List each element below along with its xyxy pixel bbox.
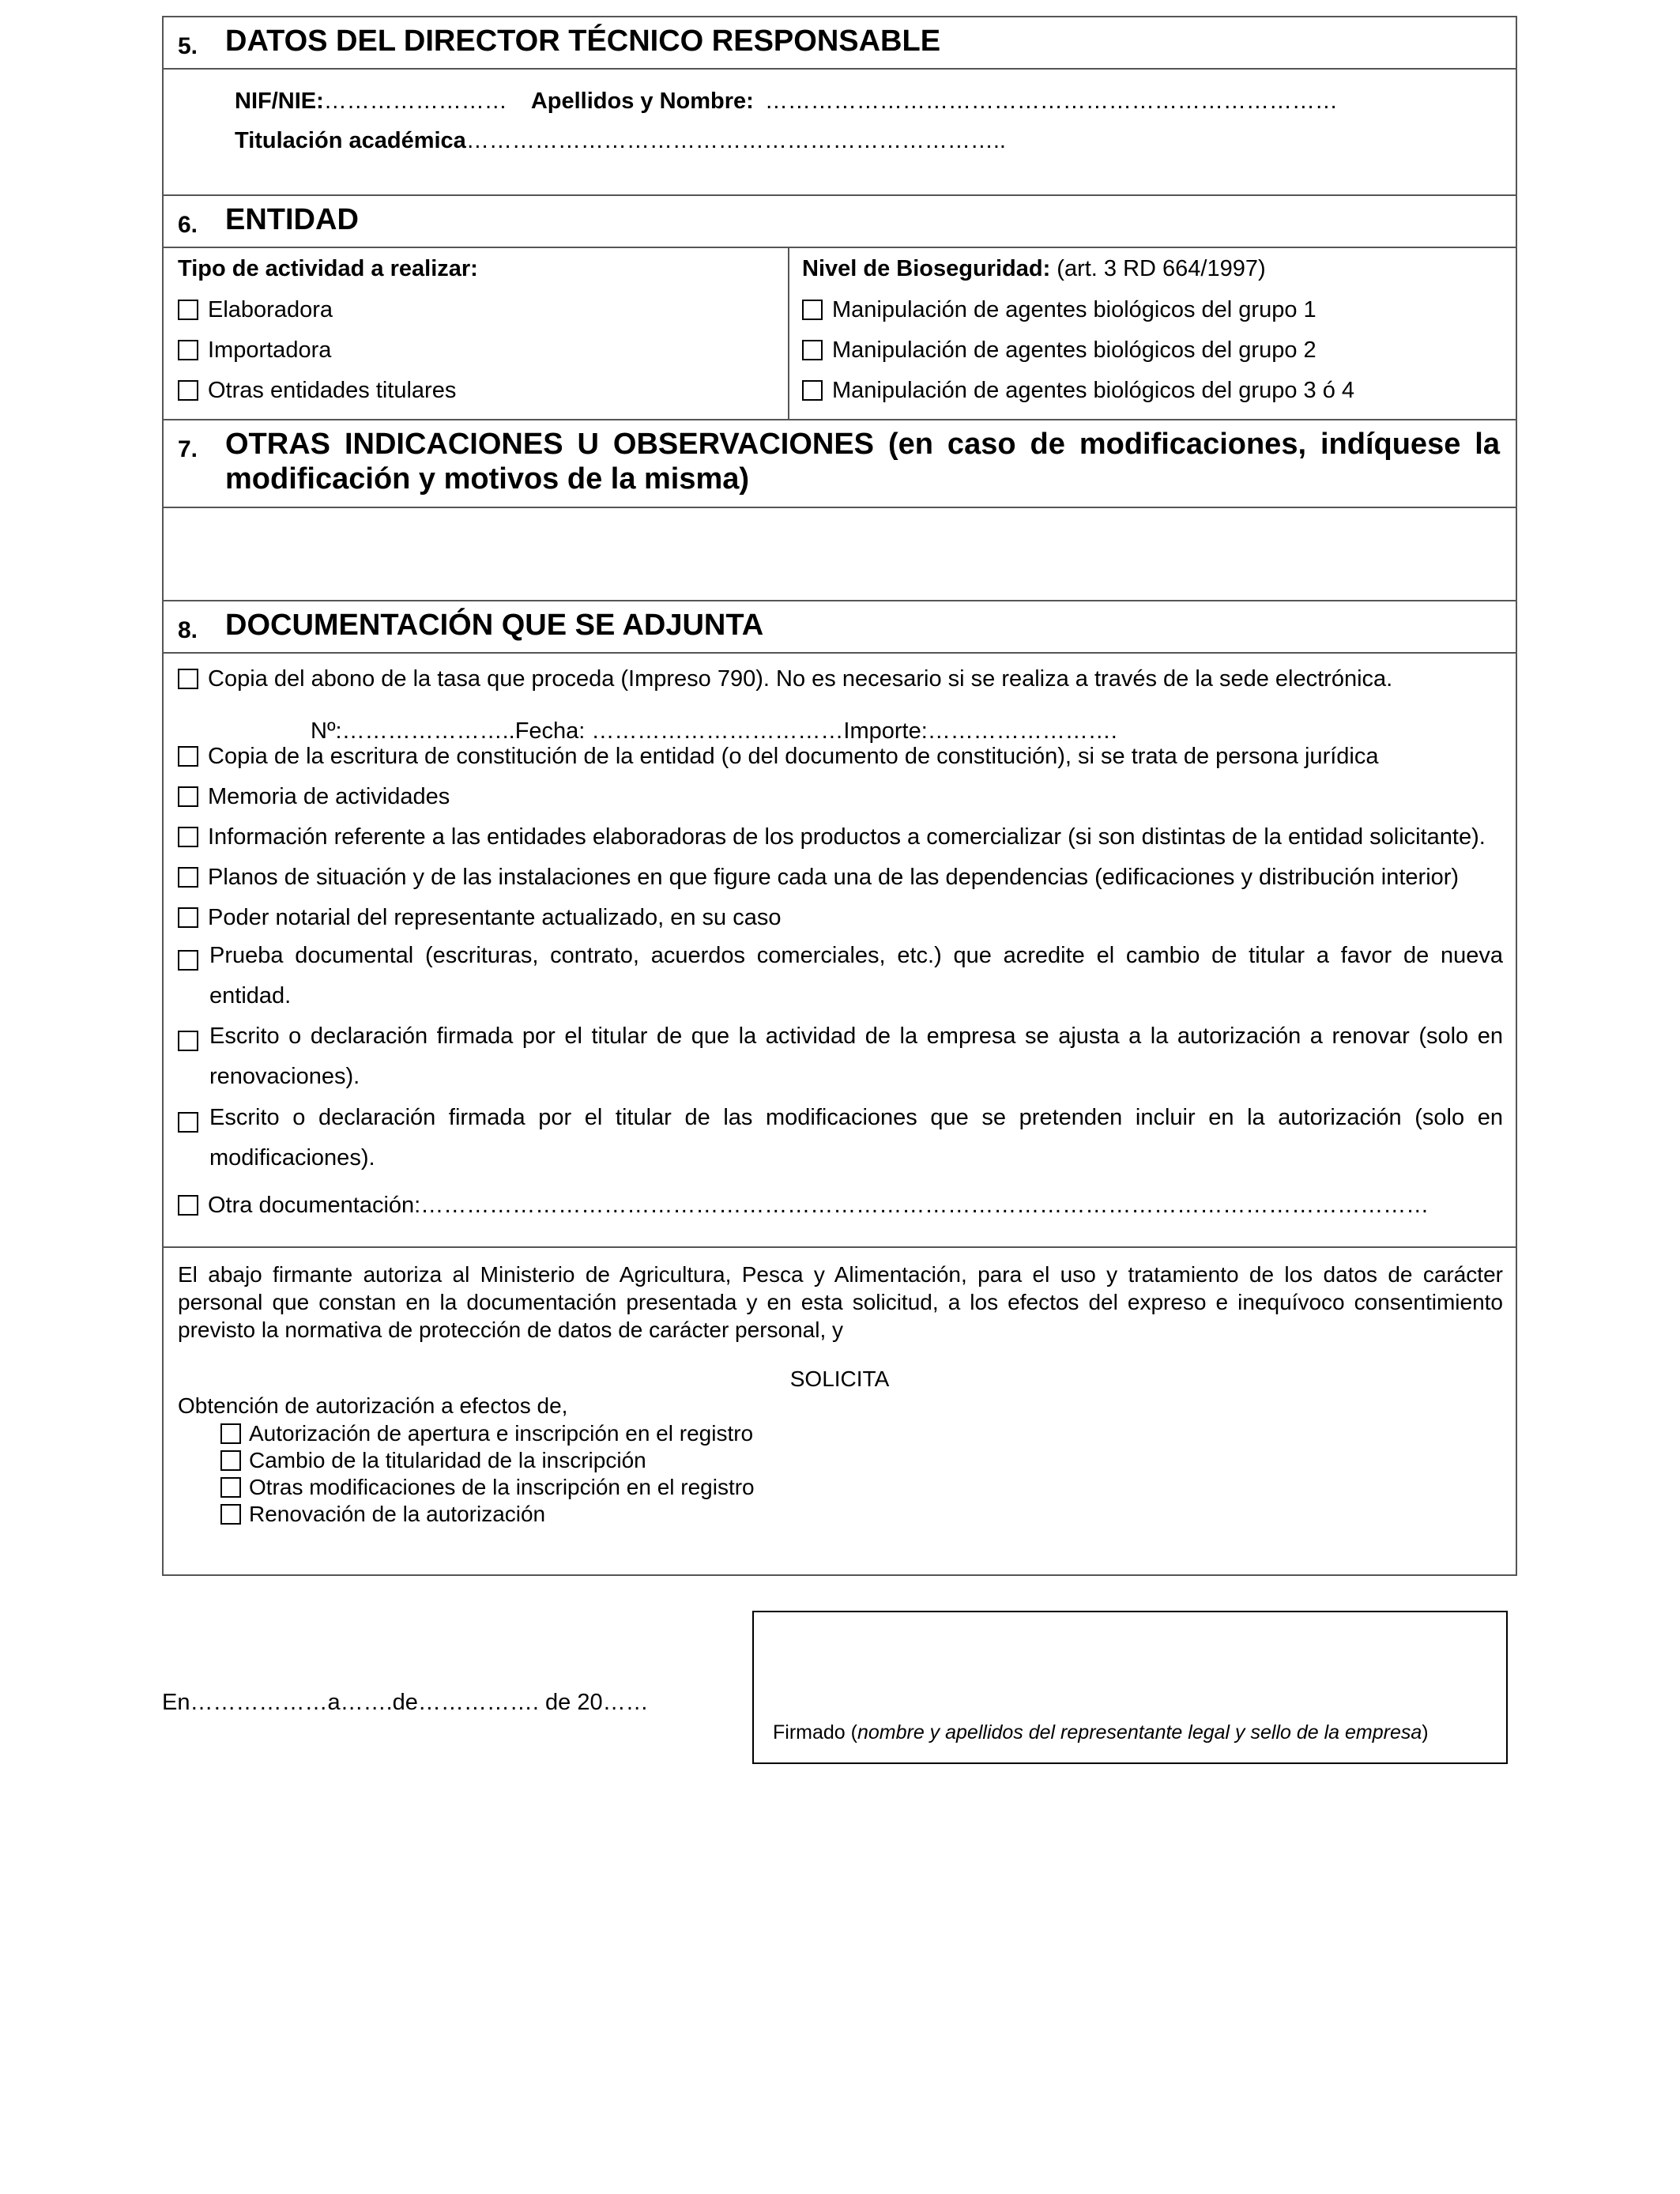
section-title: DATOS DEL DIRECTOR TÉCNICO RESPONSABLE [225, 25, 941, 58]
section-title: ENTIDAD [225, 203, 359, 236]
nif-row [235, 89, 1338, 115]
doc-item-poder[interactable] [178, 905, 781, 931]
checkbox[interactable] [178, 1195, 198, 1216]
doc-item-escritura[interactable] [178, 744, 1378, 770]
checkbox[interactable] [178, 340, 198, 360]
doc-item-label: Otra documentación:…………………………………………………………………………………………………………………… [208, 1193, 1430, 1218]
doc-item-label: Escrito o declaración firmada por el titular de que la actividad de la empresa se ajusta a la autorización a renovar (solo en renovaciones). [209, 1023, 1503, 1089]
checkbox[interactable] [178, 786, 198, 807]
option-label: Otras entidades titulares [208, 378, 457, 403]
biosafety-label: Nivel de Bioseguridad: [802, 256, 1051, 281]
option-label: Cambio de la titularidad de la inscripción [249, 1448, 646, 1472]
option-importadora[interactable] [178, 337, 331, 364]
option-label: Manipulación de agentes biológicos del grupo 2 [832, 337, 1317, 363]
application-form [162, 16, 1517, 1576]
tasa-details-fields[interactable]: Nº:…………………..Fecha: ……………………………Importe:……………………. [311, 718, 1117, 744]
activity-type-title [178, 256, 478, 282]
checkbox[interactable] [178, 1031, 198, 1051]
column-divider [788, 248, 789, 419]
activity-type-label: Tipo de actividad a realizar: [178, 256, 478, 281]
checkbox[interactable] [178, 827, 198, 847]
consent-section [164, 1246, 1516, 1578]
checkbox[interactable] [178, 380, 198, 401]
section-number: 6. [178, 212, 198, 238]
doc-item-label: Copia de la escritura de constitución de la entidad (o del documento de constitución), si se trata de persona jurídica [208, 744, 1379, 769]
option-label: Autorización de apertura e inscripción en el registro [249, 1421, 754, 1446]
option-label: Importadora [208, 337, 332, 363]
section-6-body [164, 247, 1516, 419]
checkbox[interactable] [178, 950, 198, 971]
checkbox[interactable] [178, 746, 198, 767]
checkbox[interactable] [178, 1112, 198, 1133]
checkbox[interactable] [178, 669, 198, 689]
section-6-header [164, 194, 1516, 247]
doc-item-memoria[interactable] [178, 784, 450, 810]
section-title: OTRAS INDICACIONES U OBSERVACIONES (en caso de modificaciones, indíquese la modificación y motivos de la misma) [225, 428, 1500, 496]
option-elaboradora[interactable] [178, 297, 333, 323]
checkbox[interactable] [802, 300, 823, 320]
section-number: 7. [178, 436, 198, 462]
checkbox[interactable] [220, 1504, 241, 1525]
doc-item-informacion[interactable] [178, 824, 1486, 850]
section-5-header [164, 17, 1516, 68]
option-label: Manipulación de agentes biológicos del grupo 3 ó 4 [832, 378, 1355, 403]
doc-item-label: Memoria de actividades [208, 784, 450, 809]
solicita-option-renovacion[interactable] [220, 1502, 545, 1527]
obtencion-label: Obtención de autorización a efectos de, [178, 1393, 568, 1418]
section-8-header [164, 600, 1516, 652]
solicita-label: SOLICITA [789, 1367, 890, 1391]
titulacion-label: Titulación académica [235, 128, 466, 153]
checkbox[interactable] [802, 380, 823, 401]
caption-italic: nombre y apellidos del representante legal y sello de la empresa [857, 1721, 1422, 1744]
checkbox[interactable] [802, 340, 823, 360]
option-label: Otras modificaciones de la inscripción en el registro [249, 1475, 755, 1499]
checkbox[interactable] [220, 1450, 241, 1471]
consent-text: El abajo firmante autoriza al Ministerio de Agricultura, Pesca y Alimentación, para el uso y tratamiento de los datos de carácter personal que constan en la documentación presentada y en esta solicitud, a los efectos del expreso e inequívoco consentimiento previsto la normativa de protección de datos de carácter personal, y [178, 1262, 1503, 1342]
doc-item-planos[interactable] [178, 865, 1459, 891]
checkbox[interactable] [178, 300, 198, 320]
doc-item-label: Poder notarial del representante actualizado, en su caso [208, 905, 782, 930]
option-label: Manipulación de agentes biológicos del grupo 1 [832, 297, 1317, 322]
caption-prefix: Firmado ( [773, 1721, 857, 1744]
biosafety-title [802, 256, 1266, 282]
doc-item-label: Escrito o declaración firmada por el titular de las modificaciones que se pretenden incluir en la autorización (solo en modificaciones). [209, 1105, 1503, 1171]
doc-item-label: Información referente a las entidades elaboradoras de los productos a comercializar (si son distintas de la entidad solicitante). [208, 824, 1486, 850]
option-grupo-2[interactable] [802, 337, 1317, 364]
obtencion-text [178, 1393, 567, 1419]
titulacion-row [235, 128, 1006, 154]
doc-item-label: Copia del abono de la tasa que proceda (Impreso 790). No es necesario si se realiza a través de la sede electrónica. [208, 666, 1393, 692]
signature-caption [773, 1721, 1429, 1744]
section-number: 8. [178, 617, 198, 643]
option-grupo-3-4[interactable] [802, 378, 1354, 404]
section-number: 5. [178, 33, 198, 59]
solicita-option-apertura[interactable] [220, 1421, 753, 1446]
doc-item-tasa[interactable] [178, 666, 1392, 692]
section-title: DOCUMENTACIÓN QUE SE ADJUNTA [225, 609, 764, 642]
option-grupo-1[interactable] [802, 297, 1317, 323]
biosafety-ref: (art. 3 RD 664/1997) [1057, 256, 1266, 281]
observations-field[interactable] [164, 507, 1516, 600]
doc-item-label: Planos de situación y de las instalaciones en que figure cada una de las dependencias (edificaciones y distribución interior) [208, 865, 1460, 890]
option-otras-entidades[interactable] [178, 378, 456, 404]
doc-item-otra[interactable] [178, 1193, 1429, 1219]
caption-suffix: ) [1422, 1721, 1429, 1744]
tasa-details[interactable] [311, 718, 1117, 745]
section-5-body [164, 68, 1516, 194]
place-date-line[interactable] [162, 1690, 649, 1716]
checkbox[interactable] [220, 1423, 241, 1444]
section-7-header [164, 419, 1516, 507]
solicita-option-cambio[interactable] [220, 1448, 646, 1473]
apellidos-label: Apellidos y Nombre: [530, 89, 754, 114]
checkbox[interactable] [178, 867, 198, 888]
signature-box[interactable] [752, 1611, 1508, 1764]
solicita-option-otras[interactable] [220, 1475, 755, 1500]
nif-label: NIF/NIE: [235, 89, 324, 114]
option-label: Renovación de la autorización [249, 1502, 546, 1526]
doc-item-label: Prueba documental (escrituras, contrato, acuerdos comerciales, etc.) que acredite el cambio de titular a favor de nueva entidad. [209, 943, 1503, 1008]
place-date-fields[interactable]: En………………a…….de……………. de 20…… [162, 1690, 649, 1715]
option-label: Elaboradora [208, 297, 333, 322]
apellidos-field[interactable]: ………………………………………………………………… [764, 89, 1338, 114]
nif-field[interactable]: …………………… [323, 89, 507, 114]
titulacion-field[interactable]: …………………………………………………………….. [465, 128, 1006, 153]
solicita-heading [164, 1367, 1516, 1392]
checkbox[interactable] [178, 907, 198, 928]
section-8-body [164, 652, 1516, 1246]
checkbox[interactable] [220, 1477, 241, 1498]
